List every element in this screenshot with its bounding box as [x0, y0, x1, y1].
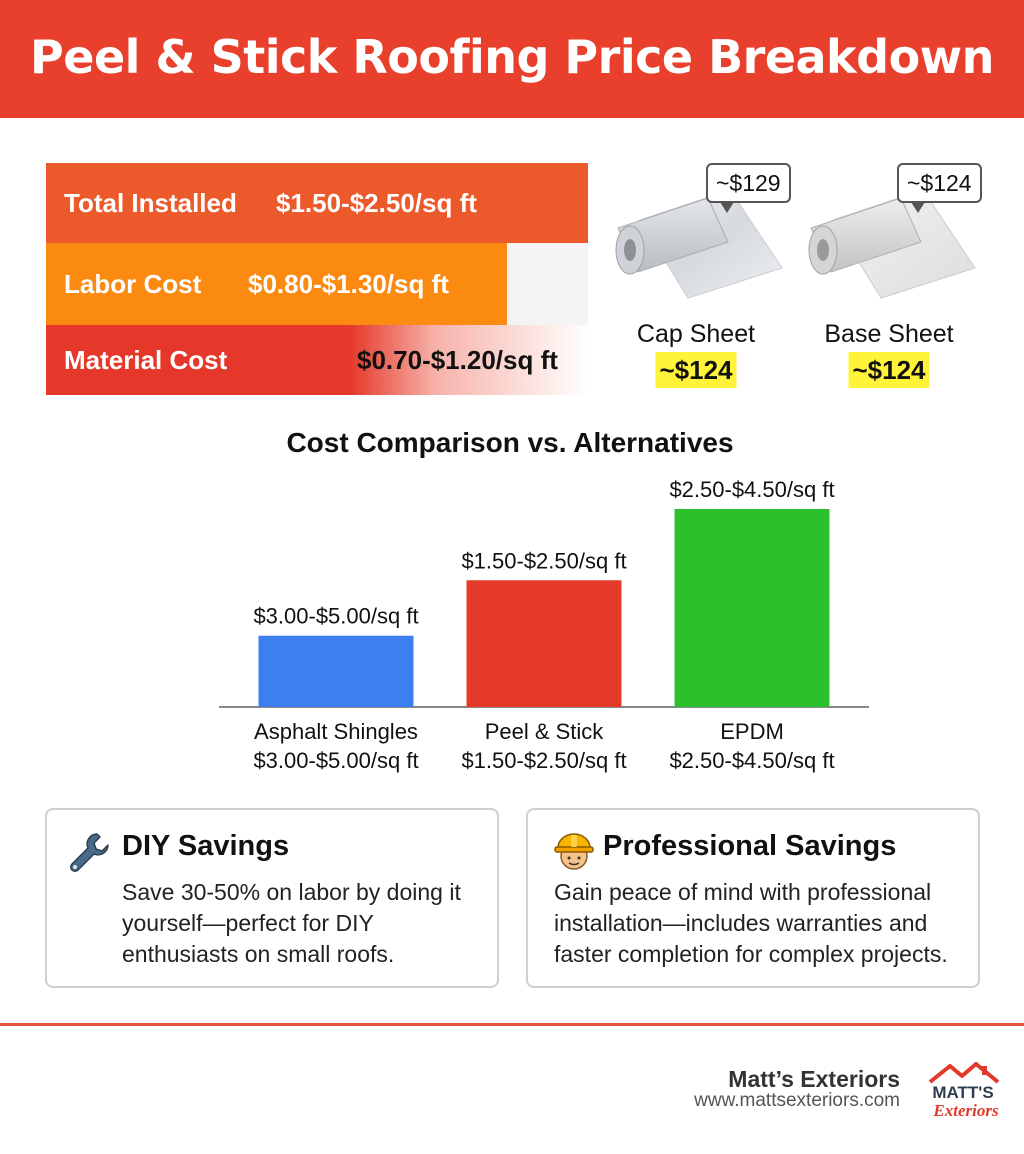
base-sheet-price-bubble: ~$124: [897, 163, 982, 203]
professional-savings-card: [526, 808, 980, 988]
base-sheet-name: Base Sheet: [824, 320, 954, 348]
category-label-1: Peel & Stick: [484, 719, 604, 744]
matts-exteriors-logo: [922, 1058, 1004, 1122]
material-cost-value: $0.70-$1.20/sq ft: [357, 344, 558, 375]
base-sheet-price: ~$124: [848, 352, 929, 388]
hard-hat-icon: [550, 828, 598, 876]
category-sublabel-1: $1.50-$2.50/sq ft: [461, 748, 627, 773]
brand-url[interactable]: www.mattsexteriors.com: [694, 1090, 900, 1111]
material-cost-label: Material Cost: [64, 344, 228, 375]
professional-savings-title: Professional Savings: [603, 830, 897, 862]
labor-cost-value: $0.80-$1.30/sq ft: [248, 268, 449, 299]
labor-cost-label: Labor Cost: [64, 268, 202, 299]
category-label-2: EPDM: [720, 719, 784, 744]
page-title: Peel & Stick Roofing Price Breakdown: [30, 30, 994, 84]
total-installed-bar: [46, 163, 588, 243]
bar-0: [259, 636, 414, 707]
chart-title: Cost Comparison vs. Alternatives: [286, 427, 734, 458]
bar-value-label-1: $1.50-$2.50/sq ft: [461, 548, 627, 574]
header-banner: [0, 0, 1024, 118]
cap-sheet-price: ~$124: [655, 352, 736, 388]
professional-savings-text: Gain peace of mind with professional installation—includes warranties and faster completion for complex projects.: [554, 879, 948, 967]
product-cap-sheet: [610, 160, 790, 390]
category-label-0: Asphalt Shingles: [254, 719, 418, 744]
total-installed-value: $1.50-$2.50/sq ft: [276, 187, 477, 218]
wrench-icon: [67, 830, 111, 874]
bar-value-label-2: $2.50-$4.50/sq ft: [669, 477, 835, 502]
bar-value-label-0: $3.00-$5.00/sq ft: [253, 603, 419, 629]
comparison-bar-chart: [0, 470, 1024, 790]
logo-text-matts: MATT'S: [932, 1083, 994, 1102]
diy-savings-card: [45, 808, 499, 988]
diy-savings-title: DIY Savings: [122, 830, 290, 862]
cap-sheet-name: Cap Sheet: [636, 320, 756, 348]
category-sublabel-2: $2.50-$4.50/sq ft: [669, 748, 835, 773]
bar-2: [675, 509, 830, 707]
diy-savings-text: Save 30-50% on labor by doing it yourself—perfect for DIY enthusiasts on small roofs.: [122, 879, 461, 967]
total-installed-label: Total Installed: [64, 187, 237, 218]
material-cost-bar: [46, 325, 588, 395]
brand-name: Matt’s Exteriors: [728, 1066, 900, 1092]
product-base-sheet: [803, 160, 983, 390]
footer-divider: [0, 1023, 1024, 1026]
category-sublabel-0: $3.00-$5.00/sq ft: [253, 748, 419, 773]
bar-1: [467, 580, 622, 707]
cap-sheet-price-bubble: ~$129: [706, 163, 791, 203]
logo-text-exteriors: Exteriors: [933, 1101, 999, 1120]
labor-cost-bar: [46, 243, 507, 325]
